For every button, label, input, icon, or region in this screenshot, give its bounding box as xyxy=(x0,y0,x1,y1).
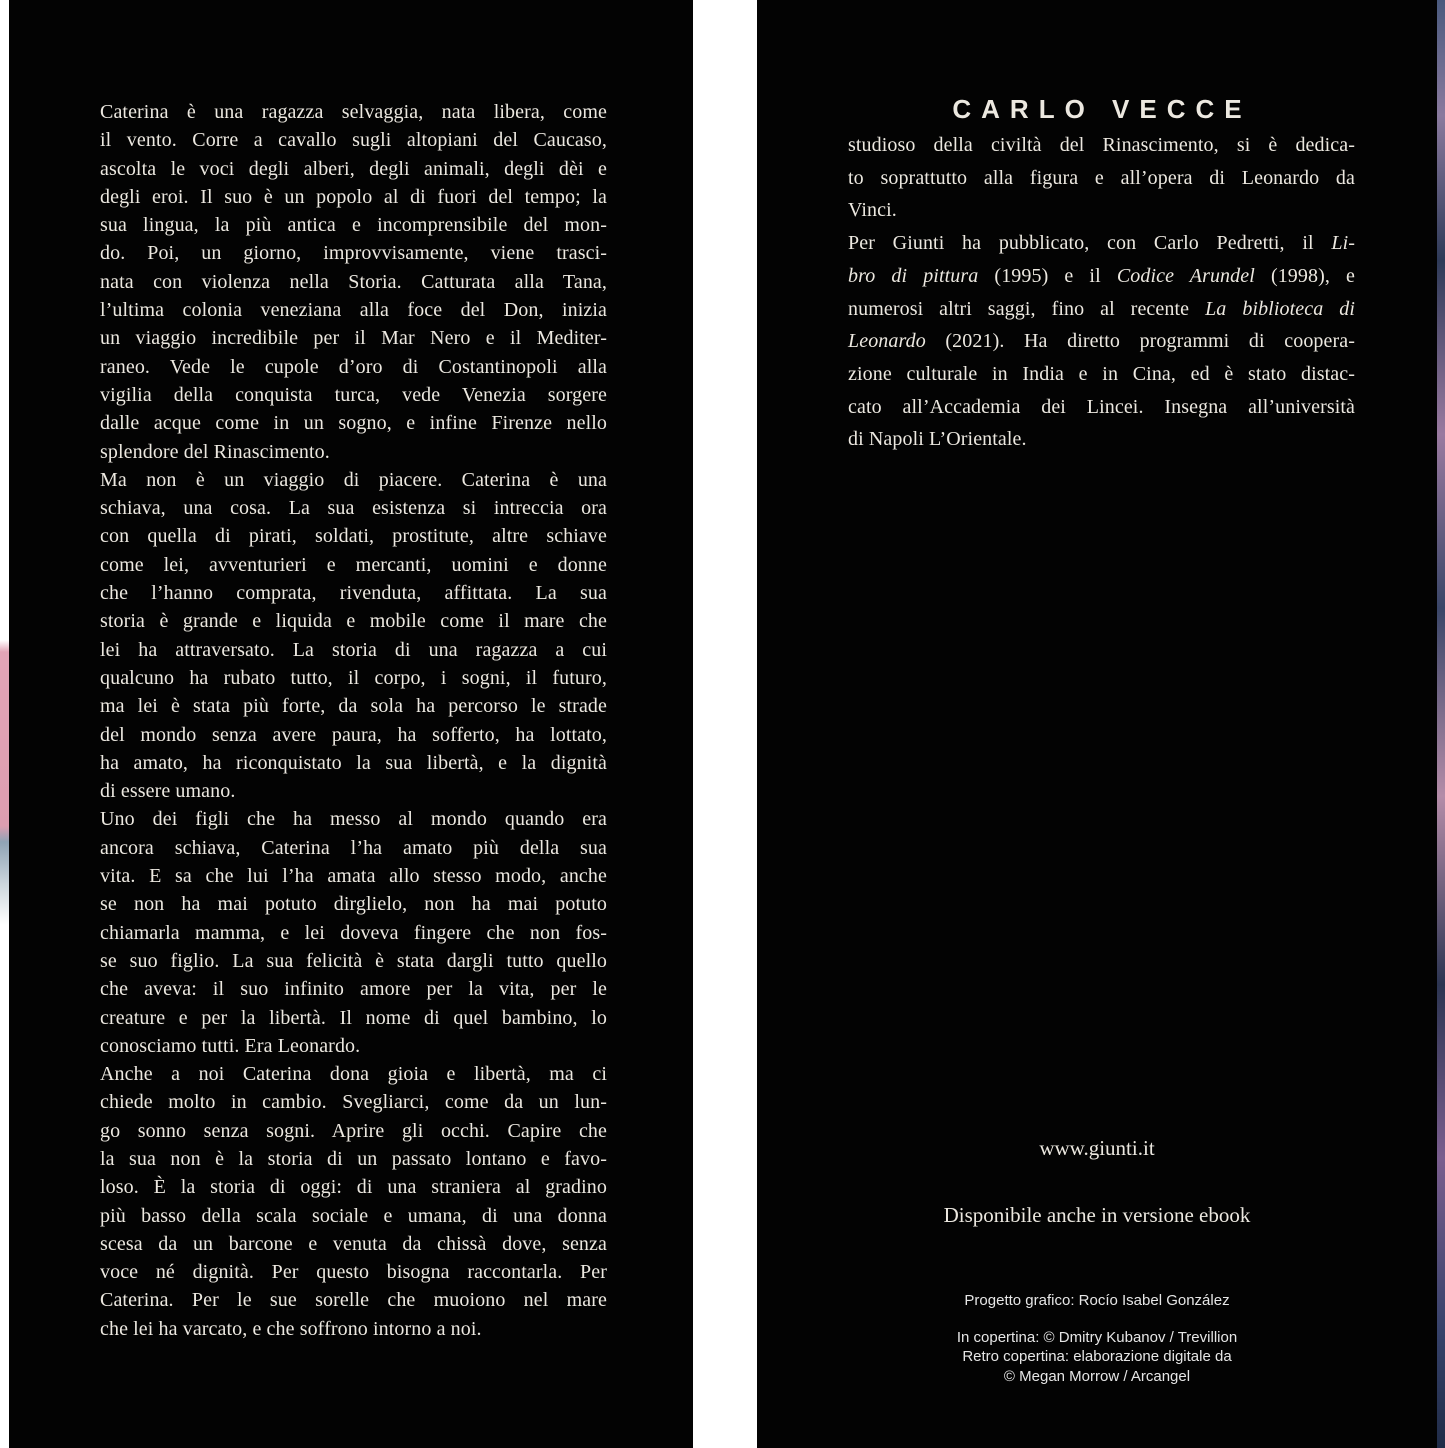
credit-line: Progetto grafico: Rocío Isabel González xyxy=(964,1292,1230,1309)
text-line: con quella di pirati, soldati, prostitute, altre schiave xyxy=(100,525,607,548)
ebook-note: Disponibile anche in versione ebook xyxy=(943,1203,1251,1227)
text-line: numerosi altri saggi, fino al recente La biblioteca di xyxy=(848,297,1355,320)
text-line: Uno dei figli che ha messo al mondo quando era xyxy=(100,808,607,831)
text-line: dalle acque come in un sogno, e infine Firenze nello xyxy=(100,412,607,435)
credits-block xyxy=(757,1291,1437,1386)
paragraph xyxy=(100,1060,607,1343)
text-line: di essere umano. xyxy=(100,780,236,803)
text-line: sua lingua, la più antica e incomprensibile del mon- xyxy=(100,214,607,237)
left-cover-edge xyxy=(0,0,9,1448)
text-line: lei ha attraversato. La storia di una ragazza a cui xyxy=(100,638,607,661)
text-line: che aveva: il suo infinito amore per la vita, per le xyxy=(100,978,607,1001)
text-line: raneo. Vede le cupole d’oro di Costantinopoli alla xyxy=(100,355,607,378)
text-line: ha amato, ha riconquistato la sua libertà, e la dignità xyxy=(100,751,607,774)
text-line: schiava, una cosa. La sua esistenza si intreccia ora xyxy=(100,497,607,520)
text-line: del mondo senza avere paura, ha sofferto, ha lottato, xyxy=(100,723,607,746)
text-line: storia è grande e liquida e mobile come il mare che xyxy=(100,610,607,633)
text-line: ancora schiava, Caterina l’ha amato più della sua xyxy=(100,836,607,859)
text-line: se non ha mai potuto dirglielo, non ha mai potuto xyxy=(100,893,607,916)
author-bio xyxy=(848,129,1355,456)
text-line: Leonardo (2021). Ha diretto programmi di coopera- xyxy=(848,330,1355,353)
text-line: ma lei è stata più forte, da sola ha percorso le strade xyxy=(100,695,607,718)
paragraph xyxy=(848,227,1355,456)
text-line: Per Giunti ha pubblicato, con Carlo Pedretti, il Li- xyxy=(848,232,1355,255)
text-line: più basso della scala sociale e umana, di una donna xyxy=(100,1204,607,1227)
credit-line: Retro copertina: elaborazione digitale da xyxy=(962,1348,1232,1365)
text-line: bro di pittura (1995) e il Codice Arundel (1998), e xyxy=(848,264,1355,287)
author-name: CARLO VECCE xyxy=(952,94,1252,124)
text-line: zione culturale in India e in Cina, ed è stato distac- xyxy=(848,362,1355,385)
text-line: do. Poi, un giorno, improvvisamente, viene trasci- xyxy=(100,242,607,265)
text-line: la sua non è la storia di un passato lontano e favo- xyxy=(100,1147,607,1170)
text-line: loso. È la storia di oggi: di una straniera al gradino xyxy=(100,1176,607,1199)
text-line: go sonno senza sogni. Aprire gli occhi. Capire che xyxy=(100,1119,607,1142)
text-line: Ma non è un viaggio di piacere. Caterina è una xyxy=(100,468,607,491)
text-line: splendore del Rinascimento. xyxy=(100,440,330,463)
back-flap xyxy=(9,0,693,1448)
text-line: studioso della civiltà del Rinascimento, si è dedica- xyxy=(848,134,1355,156)
text-line: degli eroi. Il suo è un popolo al di fuori del tempo; la xyxy=(100,185,607,208)
text-line: come lei, avventurieri e mercanti, uomini e donne xyxy=(100,553,607,576)
text-line: il vento. Corre a cavallo sugli altopiani del Caucaso, xyxy=(100,129,607,152)
credit-line: In copertina: © Dmitry Kubanov / Trevillion xyxy=(956,1328,1238,1346)
text-line: nata con violenza nella Storia. Catturata alla Tana, xyxy=(100,270,607,293)
text-line: Caterina è una ragazza selvaggia, nata libera, come xyxy=(100,101,607,123)
text-line: che lei ha varcato, e che soffrono intorno a noi. xyxy=(100,1317,482,1340)
paragraph xyxy=(100,98,607,466)
text-line: chiamarla mamma, e lei doveva fingere che non fos- xyxy=(100,921,607,944)
text-line: qualcuno ha rubato tutto, il corpo, i sogni, il futuro, xyxy=(100,666,607,689)
jacket-gutter xyxy=(693,0,757,1448)
text-line: vita. E sa che lui l’ha amata allo stesso modo, anche xyxy=(100,865,607,888)
text-line: Anche a noi Caterina dona gioia e libertà, ma ci xyxy=(100,1063,607,1086)
text-line: to soprattutto alla figura e all’opera di Leonardo da xyxy=(848,166,1355,189)
front-flap xyxy=(757,0,1437,1448)
text-line: creature e per la libertà. Il nome di quel bambino, lo xyxy=(100,1006,607,1029)
paragraph xyxy=(848,129,1355,227)
text-line: ascolta le voci degli alberi, degli animali, degli dèi e xyxy=(100,157,607,180)
text-line: vigilia della conquista turca, vede Venezia sorgere xyxy=(100,383,607,406)
text-line: che l’hanno comprata, rivenduta, affittata. La sua xyxy=(100,582,607,605)
text-line: di Napoli L’Orientale. xyxy=(848,428,1027,451)
paragraph xyxy=(100,805,607,1060)
text-line: scesa da un barcone e venuta da chissà dove, senza xyxy=(100,1232,607,1255)
back-flap-text xyxy=(100,98,607,1343)
credit-line: © Megan Morrow / Arcangel xyxy=(1003,1367,1191,1385)
text-line: Caterina. Per le sue sorelle che muoiono nel mare xyxy=(100,1289,607,1312)
text-line: chiede molto in cambio. Svegliarci, come da un lun- xyxy=(100,1091,607,1114)
paragraph xyxy=(100,466,607,806)
text-line: voce né dignità. Per questo bisogna raccontarla. Per xyxy=(100,1261,607,1284)
text-line: se suo figlio. La sua felicità è stata dargli tutto quello xyxy=(100,949,607,972)
text-line: conosciamo tutti. Era Leonardo. xyxy=(100,1034,361,1057)
publisher-website: www.giunti.it xyxy=(1039,1136,1155,1160)
text-line: cato all’Accademia dei Lincei. Insegna all’università xyxy=(848,395,1355,418)
text-line: un viaggio incredibile per il Mar Nero e il Mediter- xyxy=(100,327,607,350)
text-line: Vinci. xyxy=(848,199,897,222)
text-line: l’ultima colonia veneziana alla foce del Don, inizia xyxy=(100,299,607,322)
front-cover-edge xyxy=(1437,0,1445,1448)
